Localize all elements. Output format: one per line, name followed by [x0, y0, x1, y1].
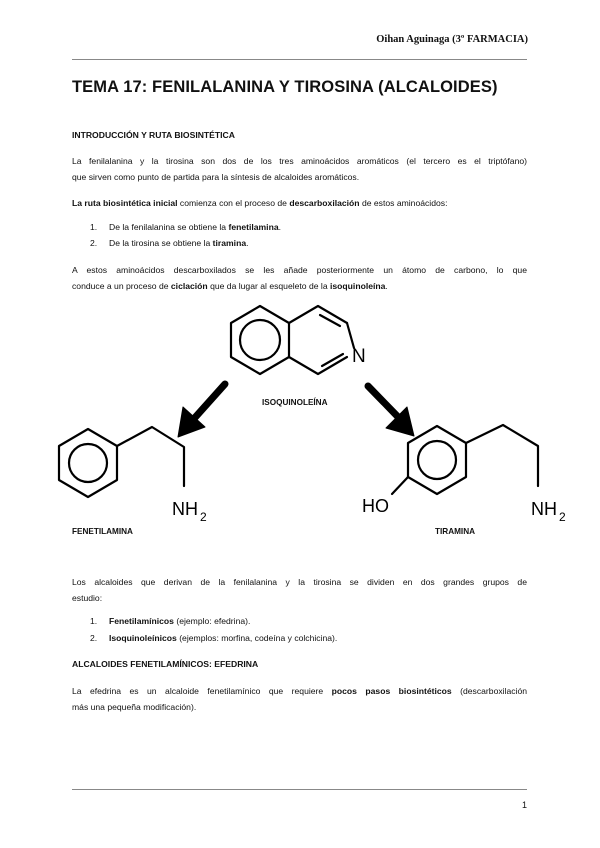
list-number: 1. [90, 222, 98, 232]
bold-isoquinoleina: isoquinoleína [330, 281, 386, 291]
list-number: 2. [90, 633, 98, 643]
paragraph-efedrina-line2: más una pequeña modificación). [72, 702, 197, 712]
paragraph-cyclization-line1: A estos aminoácidos descarboxilados se les añade posteriormente un átomo de carbono, lo que [72, 265, 527, 275]
phenethylamine-nh-sub: 2 [200, 510, 207, 524]
list-bold: Fenetilamínicos [109, 616, 174, 626]
list-bold: tiramina [212, 238, 247, 248]
list-item [90, 222, 281, 232]
section-heading-intro: INTRODUCCIÓN Y RUTA BIOSINTÉTICA [72, 130, 235, 140]
arrow-right-icon [368, 386, 414, 436]
arrow-left-icon [178, 384, 225, 437]
paragraph-groups-line1: Los alcaloides que derivan de la fenilalanina y la tirosina se dividen en dos grandes grupos de [72, 577, 527, 587]
tyramine-nh: NH [531, 499, 557, 519]
label-isoquinoleina: ISOQUINOLEÍNA [262, 398, 328, 407]
list-bold: fenetilamina [228, 222, 279, 232]
tyramine-nh-sub: 2 [559, 510, 566, 524]
text-cyc-1: conduce a un proceso de [72, 281, 171, 291]
paragraph-intro-line1: La fenilalanina y la tirosina son dos de los tres aminoácidos aromáticos (el tercero es el triptófano) [72, 156, 527, 166]
paragraph-route [72, 195, 527, 211]
list-bold: Isoquinoleínicos [109, 633, 177, 643]
list-text: De la tirosina se obtiene la [109, 238, 213, 248]
list-item [90, 238, 249, 248]
footer-rule [72, 789, 527, 790]
header-author: Oihan Aguinaga (3º FARMACIA) [376, 34, 528, 45]
text-cyc-2: que da lugar al esqueleto de la [207, 281, 331, 291]
bold-decarboxylation: descarboxilación [289, 198, 360, 208]
chemical-structures-figure [0, 290, 600, 550]
bold-pocos-pasos: pocos pasos biosintéticos [331, 686, 452, 696]
text-efedrina-1: La efedrina es un alcaloide fenetilamínico que requiere [72, 686, 332, 696]
phenethylamine-structure [59, 427, 184, 497]
list-end: . [278, 222, 281, 232]
page-title: TEMA 17: FENILALANINA Y TIROSINA (ALCALOIDES) [72, 78, 498, 96]
paragraph-efedrina-line1 [72, 683, 527, 699]
tyramine-ho: HO [362, 496, 389, 516]
text-route-2: de estos aminoácidos: [359, 198, 448, 208]
paragraph-groups-line2: estudio: [72, 593, 103, 603]
text-cyc-3: . [385, 281, 388, 291]
isoquinoline-structure [231, 306, 354, 374]
page-number: 1 [521, 800, 527, 810]
section-heading-efedrina: ALCALOIDES FENETILAMÍNICOS: EFEDRINA [72, 659, 259, 669]
list-item [90, 633, 337, 643]
text-efedrina-2: (descarboxilación [451, 686, 528, 696]
list-end: . [246, 238, 249, 248]
label-tiramina: TIRAMINA [435, 527, 476, 536]
bold-route: La ruta biosintética inicial [72, 198, 178, 208]
phenethylamine-nh: NH [172, 499, 198, 519]
bold-ciclacion: ciclación [170, 281, 208, 291]
isoquinoline-n: N [352, 346, 366, 367]
header-rule [72, 59, 527, 60]
paragraph-intro-line2: que sirven como punto de partida para la síntesis de alcaloides aromáticos. [72, 172, 360, 182]
label-fenetilamina: FENETILAMINA [72, 527, 133, 536]
list-text: (ejemplo: efedrina). [173, 616, 251, 626]
text-route-1: comienza con el proceso de [177, 198, 290, 208]
list-item [90, 616, 250, 626]
list-text: (ejemplos: morfina, codeína y colchicina). [176, 633, 338, 643]
list-text: De la fenilalanina se obtiene la [109, 222, 229, 232]
list-number: 1. [90, 616, 98, 626]
list-number: 2. [90, 238, 98, 248]
